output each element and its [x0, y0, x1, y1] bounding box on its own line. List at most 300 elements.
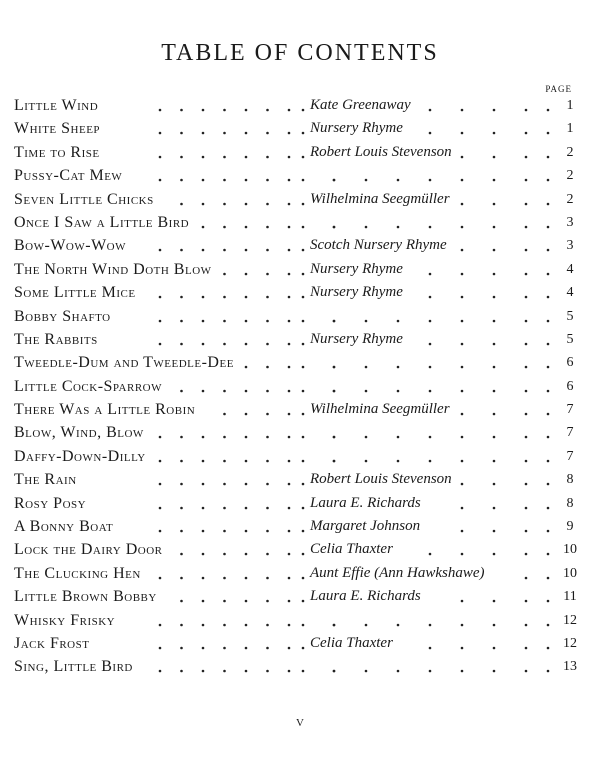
leader-dot — [302, 109, 305, 112]
leader-dot — [245, 530, 248, 533]
leader-dot — [159, 577, 162, 580]
toc-entry-author: Kate Greenaway — [310, 97, 411, 113]
leader-dot — [202, 600, 205, 603]
leader-dot — [547, 623, 550, 626]
leader-dot — [429, 226, 432, 229]
leader-dot — [180, 132, 183, 135]
toc-entry-author: Nursery Rhyme — [310, 330, 403, 347]
leader-dot — [202, 553, 205, 556]
leader-dot — [202, 530, 205, 533]
leader-dot — [180, 530, 183, 533]
leader-dot — [266, 226, 269, 229]
toc-entry-author: Robert Louis Stevenson — [310, 143, 452, 160]
leader-dot — [302, 553, 305, 556]
leader-dots — [14, 468, 580, 491]
leader-dot — [333, 460, 336, 463]
toc-entry — [14, 468, 580, 491]
leader-dot — [429, 319, 432, 322]
leader-dot — [302, 670, 305, 673]
leader-dot — [461, 623, 464, 626]
toc-entry-page-number: 4 — [566, 285, 574, 301]
leader-dot — [266, 553, 269, 556]
toc-entry-page-number: 2 — [566, 168, 574, 184]
toc-entry-page-number: 3 — [566, 214, 574, 230]
leader-dot — [266, 460, 269, 463]
leader-dots — [14, 328, 580, 351]
leader-dot — [547, 109, 550, 112]
leader-dot — [180, 249, 183, 252]
leader-dot — [266, 343, 269, 346]
leader-dot — [547, 460, 550, 463]
leader-dot — [288, 109, 291, 112]
leader-dot — [266, 413, 269, 416]
leader-dot — [493, 623, 496, 626]
leader-dot — [159, 343, 162, 346]
leader-dot — [429, 132, 432, 135]
leader-dot — [365, 179, 368, 182]
leader-dot — [223, 623, 226, 626]
leader-dot — [525, 553, 528, 556]
toc-entry-author: Wilhelmina Seegmüller — [310, 401, 450, 418]
leader-dot — [461, 202, 464, 205]
leader-dot — [202, 577, 205, 580]
leader-dot — [159, 179, 162, 182]
leader-dot — [245, 179, 248, 182]
leader-dot — [266, 109, 269, 112]
leader-dot — [266, 389, 269, 392]
leader-dot — [525, 670, 528, 673]
leader-dot — [266, 179, 269, 182]
leader-dot — [245, 389, 248, 392]
leader-dot — [223, 226, 226, 229]
leader-dot — [547, 226, 550, 229]
leader-dot — [525, 647, 528, 650]
leader-dot — [365, 623, 368, 626]
leader-dot — [547, 647, 550, 650]
leader-dot — [288, 483, 291, 486]
leader-dot — [266, 272, 269, 275]
toc-entry-title: The Rain — [14, 471, 77, 489]
leader-dot — [180, 389, 183, 392]
toc-entry — [14, 585, 580, 608]
toc-entry-title: Little Cock-Sparrow — [14, 377, 162, 395]
leader-dot — [493, 272, 496, 275]
leader-dot — [180, 647, 183, 650]
leader-dot — [266, 670, 269, 673]
leader-dot — [266, 577, 269, 580]
leader-dot — [180, 483, 183, 486]
leader-dot — [333, 436, 336, 439]
leader-dot — [302, 155, 305, 158]
leader-dot — [223, 436, 226, 439]
toc-entry-title: Little Wind — [14, 97, 99, 114]
leader-dot — [223, 132, 226, 135]
leader-dot — [288, 460, 291, 463]
leader-dot — [302, 202, 305, 205]
leader-dot — [365, 319, 368, 322]
leader-dot — [245, 436, 248, 439]
leader-dot — [429, 553, 432, 556]
leader-dot — [525, 506, 528, 509]
leader-dot — [223, 249, 226, 252]
leader-dot — [493, 647, 496, 650]
leader-dot — [245, 202, 248, 205]
toc-entry-author: Aunt Effie (Ann Hawkshawe) — [310, 564, 485, 581]
leader-dot — [302, 296, 305, 299]
leader-dot — [180, 553, 183, 556]
leader-dot — [461, 343, 464, 346]
leader-dot — [333, 389, 336, 392]
leader-dot — [397, 670, 400, 673]
leader-dot — [266, 155, 269, 158]
leader-dot — [525, 413, 528, 416]
toc-entry — [14, 375, 580, 398]
toc-entry-page-number: 2 — [566, 144, 574, 160]
leader-dot — [547, 436, 550, 439]
leader-dot — [288, 296, 291, 299]
leader-dot — [302, 272, 305, 275]
leader-dot — [525, 343, 528, 346]
leader-dot — [159, 647, 162, 650]
toc-entry-author: Celia Thaxter — [310, 541, 393, 558]
leader-dot — [333, 319, 336, 322]
leader-dot — [245, 577, 248, 580]
leader-dot — [547, 413, 550, 416]
leader-dot — [429, 366, 432, 369]
leader-dot — [202, 109, 205, 112]
leader-dot — [266, 483, 269, 486]
leader-dot — [180, 600, 183, 603]
leader-dot — [461, 155, 464, 158]
toc-entry-title: Bobby Shafto — [14, 307, 111, 325]
toc-entry-title: Time to Rise — [14, 143, 100, 161]
toc-entry — [14, 234, 580, 257]
toc-entry — [14, 188, 580, 211]
leader-dot — [302, 413, 305, 416]
toc-entry — [14, 305, 580, 328]
leader-dot — [397, 436, 400, 439]
leader-dot — [223, 530, 226, 533]
leader-dot — [223, 413, 226, 416]
leader-dot — [288, 577, 291, 580]
toc-entry-title: Once I Saw a Little Bird — [14, 213, 190, 231]
toc-entry-page-number: 1 — [566, 121, 574, 137]
leader-dot — [180, 179, 183, 182]
toc-entry — [14, 538, 580, 561]
toc-entry-title: Daffy-Down-Dilly — [14, 447, 146, 465]
leader-dot — [333, 623, 336, 626]
leader-dot — [288, 132, 291, 135]
leader-dot — [493, 249, 496, 252]
leader-dot — [180, 506, 183, 509]
leader-dot — [245, 296, 248, 299]
leader-dot — [302, 577, 305, 580]
leader-dot — [461, 600, 464, 603]
leader-dot — [180, 343, 183, 346]
leader-dot — [302, 179, 305, 182]
leader-dot — [429, 109, 432, 112]
leader-dot — [461, 132, 464, 135]
leader-dot — [525, 109, 528, 112]
toc-entry-author: Laura E. Richards — [310, 588, 421, 605]
leader-dot — [245, 647, 248, 650]
leader-dot — [493, 389, 496, 392]
leader-dot — [180, 577, 183, 580]
toc-entry — [14, 281, 580, 304]
leader-dot — [288, 670, 291, 673]
leader-dot — [461, 366, 464, 369]
leader-dot — [288, 506, 291, 509]
toc-entry-page-number: 12 — [563, 612, 577, 628]
leader-dot — [333, 226, 336, 229]
toc-entry — [14, 445, 580, 468]
toc-entry-page-number: 5 — [566, 308, 574, 324]
leader-dot — [288, 319, 291, 322]
leader-dot — [245, 249, 248, 252]
leader-dot — [159, 483, 162, 486]
leader-dot — [288, 647, 291, 650]
leader-dot — [493, 413, 496, 416]
toc-entry — [14, 655, 580, 678]
leader-dot — [202, 319, 205, 322]
leader-dot — [245, 413, 248, 416]
leader-dot — [202, 506, 205, 509]
leader-dot — [547, 366, 550, 369]
leader-dot — [202, 623, 205, 626]
leader-dot — [223, 202, 226, 205]
leader-dot — [397, 366, 400, 369]
toc-entry-page-number: 7 — [566, 448, 574, 464]
leader-dot — [302, 319, 305, 322]
leader-dot — [493, 460, 496, 463]
toc-entry-page-number: 8 — [566, 472, 574, 488]
leader-dot — [245, 343, 248, 346]
leader-dot — [547, 249, 550, 252]
leader-dot — [493, 179, 496, 182]
leader-dot — [547, 670, 550, 673]
leader-dot — [245, 670, 248, 673]
leader-dot — [180, 623, 183, 626]
leader-dot — [461, 530, 464, 533]
leader-dot — [288, 226, 291, 229]
leader-dot — [180, 109, 183, 112]
leader-dot — [461, 226, 464, 229]
toc-entry-title: Pussy-Cat Mew — [14, 167, 123, 185]
leader-dot — [547, 202, 550, 205]
toc-entry — [14, 328, 580, 351]
toc-entry-title: Jack Frost — [14, 634, 90, 652]
leader-dot — [245, 600, 248, 603]
leader-dot — [159, 132, 162, 135]
leader-dot — [525, 202, 528, 205]
leader-dot — [223, 600, 226, 603]
leader-dot — [302, 623, 305, 626]
leader-dot — [288, 413, 291, 416]
leader-dot — [180, 155, 183, 158]
leader-dot — [223, 389, 226, 392]
toc-entry-page-number: 11 — [563, 589, 577, 605]
leader-dot — [202, 436, 205, 439]
leader-dot — [245, 155, 248, 158]
leader-dot — [547, 389, 550, 392]
toc-entry-title: Little Brown Bobby — [14, 588, 157, 606]
leader-dot — [547, 343, 550, 346]
toc-entry-title: White Sheep — [14, 120, 101, 138]
leader-dot — [429, 296, 432, 299]
leader-dot — [547, 179, 550, 182]
leader-dot — [159, 670, 162, 673]
leader-dot — [202, 483, 205, 486]
leader-dot — [525, 530, 528, 533]
leader-dot — [302, 436, 305, 439]
toc-entry-author: Nursery Rhyme — [310, 260, 403, 277]
toc-entry-page-number: 12 — [563, 635, 577, 651]
toc-entry-page-number: 2 — [566, 191, 574, 207]
leader-dot — [223, 272, 226, 275]
table-of-contents — [14, 94, 580, 679]
leader-dot — [365, 366, 368, 369]
leader-dot — [461, 460, 464, 463]
leader-dot — [245, 623, 248, 626]
leader-dot — [429, 623, 432, 626]
leader-dot — [245, 483, 248, 486]
leader-dot — [202, 647, 205, 650]
leader-dot — [429, 343, 432, 346]
toc-entry-page-number: 5 — [566, 331, 574, 347]
toc-entry-title: The Rabbits — [14, 330, 98, 348]
leader-dot — [547, 296, 550, 299]
leader-dot — [547, 530, 550, 533]
leader-dot — [288, 389, 291, 392]
leader-dot — [180, 296, 183, 299]
toc-entry-title: Some Little Mice — [14, 284, 136, 302]
leader-dot — [202, 249, 205, 252]
toc-entry-author: Scotch Nursery Rhyme — [310, 237, 447, 254]
leader-dot — [223, 506, 226, 509]
leader-dot — [493, 670, 496, 673]
leader-dot — [525, 436, 528, 439]
leader-dots — [14, 632, 580, 655]
leader-dot — [302, 530, 305, 533]
leader-dot — [245, 506, 248, 509]
leader-dot — [397, 319, 400, 322]
leader-dot — [288, 179, 291, 182]
leader-dot — [547, 600, 550, 603]
leader-dot — [397, 179, 400, 182]
leader-dot — [525, 483, 528, 486]
toc-entry-author: Nursery Rhyme — [310, 284, 403, 301]
leader-dot — [159, 436, 162, 439]
leader-dot — [288, 623, 291, 626]
leader-dot — [266, 319, 269, 322]
leader-dot — [223, 670, 226, 673]
leader-dot — [245, 460, 248, 463]
toc-entry-page-number: 10 — [563, 565, 577, 581]
leader-dot — [223, 460, 226, 463]
leader-dot — [365, 460, 368, 463]
leader-dot — [302, 600, 305, 603]
leader-dot — [493, 155, 496, 158]
leader-dot — [288, 202, 291, 205]
toc-entry-title: Bow-Wow-Wow — [14, 237, 127, 255]
leader-dot — [180, 670, 183, 673]
leader-dot — [525, 366, 528, 369]
leader-dot — [180, 202, 183, 205]
leader-dot — [223, 577, 226, 580]
leader-dot — [223, 179, 226, 182]
toc-entry-page-number: 7 — [566, 402, 574, 418]
leader-dot — [525, 249, 528, 252]
leader-dot — [302, 249, 305, 252]
toc-entry — [14, 94, 580, 117]
leader-dot — [461, 249, 464, 252]
toc-entry-title: Blow, Wind, Blow — [14, 424, 144, 442]
leader-dot — [365, 226, 368, 229]
leader-dot — [202, 670, 205, 673]
leader-dot — [223, 319, 226, 322]
toc-entry-author: Laura E. Richards — [310, 494, 421, 511]
toc-entry-title: There Was a Little Robin — [14, 401, 196, 419]
leader-dot — [159, 319, 162, 322]
leader-dot — [266, 296, 269, 299]
leader-dot — [266, 600, 269, 603]
leader-dot — [266, 436, 269, 439]
toc-entry — [14, 398, 580, 421]
leader-dot — [302, 343, 305, 346]
leader-dot — [245, 226, 248, 229]
leader-dot — [180, 460, 183, 463]
toc-entry-page-number: 13 — [563, 659, 577, 675]
leader-dot — [493, 436, 496, 439]
leader-dot — [159, 506, 162, 509]
leader-dot — [429, 460, 432, 463]
leader-dot — [288, 366, 291, 369]
toc-entry — [14, 258, 580, 281]
leader-dot — [461, 109, 464, 112]
toc-entry — [14, 562, 580, 585]
leader-dot — [302, 389, 305, 392]
leader-dot — [266, 132, 269, 135]
leader-dot — [525, 155, 528, 158]
toc-entry-page-number: 6 — [566, 378, 574, 394]
leader-dot — [461, 389, 464, 392]
leader-dot — [288, 272, 291, 275]
leader-dot — [302, 132, 305, 135]
leader-dot — [223, 343, 226, 346]
leader-dot — [493, 296, 496, 299]
leader-dot — [266, 530, 269, 533]
toc-entry-author: Celia Thaxter — [310, 634, 393, 651]
leader-dot — [547, 132, 550, 135]
leader-dot — [159, 109, 162, 112]
leader-dot — [547, 272, 550, 275]
folio-page-number: v — [296, 714, 304, 730]
leader-dot — [525, 226, 528, 229]
leader-dot — [302, 366, 305, 369]
leader-dot — [461, 179, 464, 182]
leader-dot — [245, 132, 248, 135]
toc-entry-page-number: 3 — [566, 238, 574, 254]
leader-dot — [397, 460, 400, 463]
leader-dot — [288, 530, 291, 533]
toc-entry-page-number: 10 — [563, 542, 577, 558]
toc-entry-page-number: 9 — [566, 519, 574, 535]
leader-dot — [245, 272, 248, 275]
leader-dot — [525, 623, 528, 626]
toc-entry — [14, 421, 580, 444]
toc-entry-title: Seven Little Chicks — [14, 190, 154, 208]
leader-dot — [302, 647, 305, 650]
